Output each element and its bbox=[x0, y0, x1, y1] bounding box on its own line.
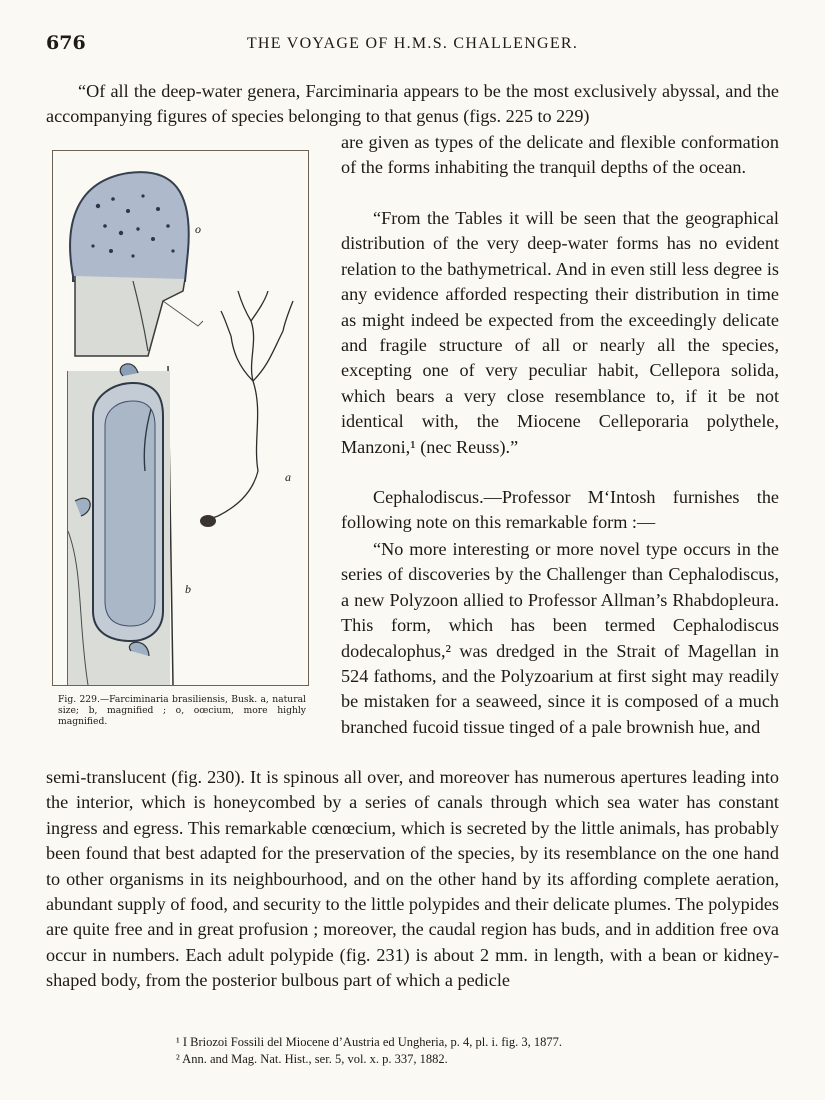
footnote-2: ² Ann. and Mag. Nat. Hist., ser. 5, vol. x. p. 337, 1882. bbox=[176, 1052, 448, 1066]
paragraph-1-top: “Of all the deep-water genera, Farciminaria appears to be the most exclusively abyssal, and the accompanying figures of species belonging to that genus (figs. 225 to 229) bbox=[46, 81, 779, 127]
paragraph-2: “From the Tables it will be seen that the geographical distribution of the very deep-water forms has no evident relation to the bathymetrical. And in even still less degree is any evidence afforded respecting their distribution in time as might indeed be expected from the exceedingly delicate and fragile structure of all or nearly all the species, excepting one of very peculiar habit, Cellepora solida, which bears a very close resemblance to, if it be not identical with, the Miocene Celleporaria polythele, Manzoni,¹ (nec Reuss).” bbox=[341, 208, 779, 457]
branch-root bbox=[200, 515, 216, 527]
label-o: o bbox=[195, 222, 201, 236]
oecium-drawing bbox=[70, 172, 203, 356]
figure-229 bbox=[52, 150, 309, 686]
natural-size-branch bbox=[201, 291, 293, 521]
paragraph-1-continued: are given as types of the delicate and flexible conformation of the forms inhabiting the tranquil depths of the ocean. bbox=[341, 132, 779, 178]
footnote-1: ¹ I Briozoi Fossili del Miocene d’Austria ed Ungheria, p. 4, pl. i. fig. 3, 1877. bbox=[176, 1035, 562, 1049]
farciminaria-illustration bbox=[53, 151, 308, 685]
page-header bbox=[46, 32, 779, 58]
running-title: THE VOYAGE OF H.M.S. CHALLENGER. bbox=[246, 35, 579, 52]
magnified-zooecium bbox=[68, 364, 173, 685]
figure-caption: Fig. 229.—Farciminaria brasiliensis, Busk. a, natural size; b, magnified ; o, oœcium, more highly magnified. bbox=[58, 694, 306, 727]
paragraph-4-full: semi-translucent (fig. 230). It is spinous all over, and moreover has numerous apertures leading into the interior, which is honeycombed by a series of canals through which sea water has constant ingress and egress. This remarkable cœnœcium, which is secreted by the little animals, has probably been found that best adapted for the preservation of the species, by its resemblance on the one hand to other organisms in its neighbourhood, and on the other hand by its affording complete aeration, abundant supply of food, and security to the little polypides and their delicate plumes. The polypides are quite free and in great profusion ; moreover, the caudal region has buds, and in addition free ova occur in numbers. Each adult polypide (fig. 231) is about 2 mm. in length, with a bean or kidney-shaped body, from the posterior bulbous part of which a pedicle bbox=[46, 767, 779, 991]
label-a: a bbox=[285, 470, 291, 484]
footnotes bbox=[176, 1034, 562, 1068]
paragraph-4-column: “No more interesting or more novel type occurs in the series of discoveries by the Challenger than Cephalodiscus, a new Polyzoon allied to Professor Allman’s Rhabdopleura. This form, which has been termed Cephalodiscus dodecalophus,² was dredged in the Strait of Magellan in 524 fathoms, and the Polyzoarium at first sight may readily be mistaken for a seaweed, since it is composed of a much branched fucoid tissue tinged of a pale brownish hue, and bbox=[341, 539, 779, 737]
label-b: b bbox=[185, 582, 191, 596]
page-number: 676 bbox=[46, 32, 86, 54]
paragraph-3: Cephalodiscus.—Professor M‘Intosh furnishes the following note on this remarkable form :— bbox=[341, 487, 779, 533]
